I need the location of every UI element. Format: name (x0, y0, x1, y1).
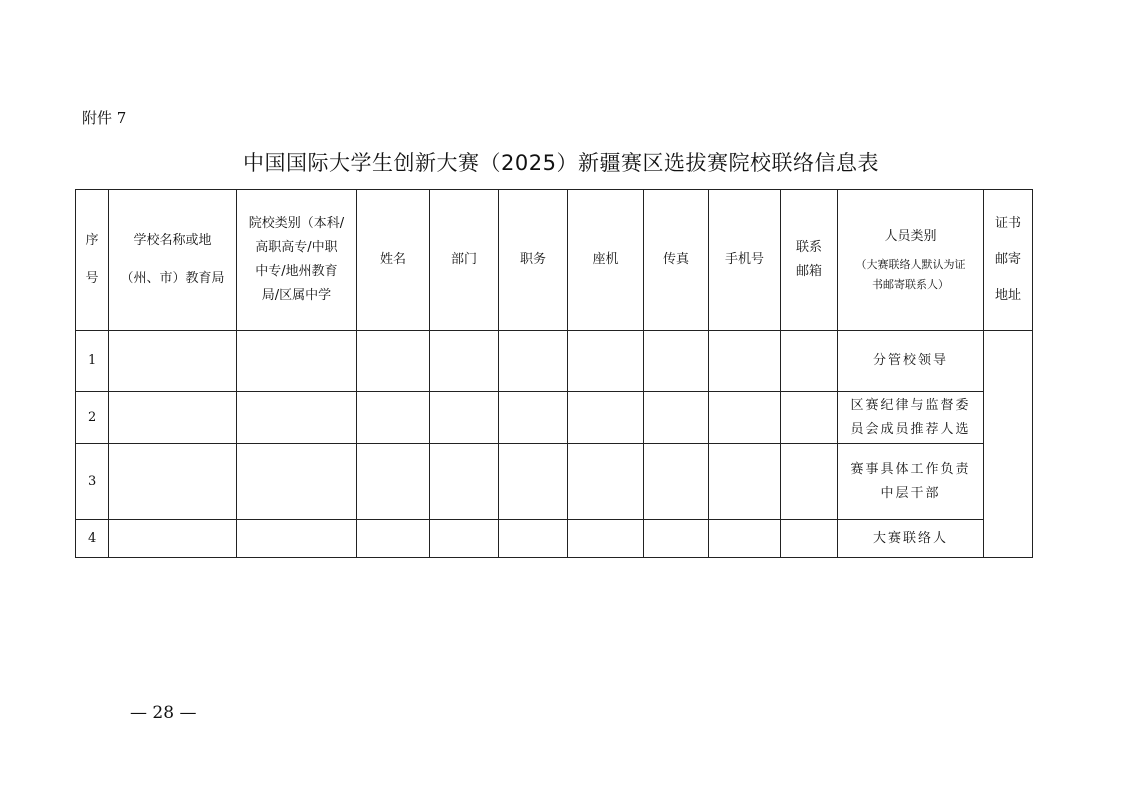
header-address-line1: 证书 (994, 216, 1021, 231)
cell-fax[interactable] (644, 520, 709, 558)
header-mobile: 手机号 (709, 190, 781, 331)
cell-mobile[interactable] (709, 444, 781, 520)
header-type-line3: 中专/地州教育 (255, 264, 338, 279)
cell-department[interactable] (430, 520, 499, 558)
cell-school-type[interactable] (237, 444, 357, 520)
header-department: 部门 (430, 190, 499, 331)
cell-email[interactable] (781, 392, 838, 444)
cell-email[interactable] (781, 444, 838, 520)
cell-school-type[interactable] (237, 331, 357, 392)
cell-name[interactable] (357, 392, 430, 444)
table-row (76, 520, 1033, 558)
cell-email[interactable] (781, 520, 838, 558)
header-landline: 座机 (568, 190, 644, 331)
row-index: 2 (76, 392, 109, 444)
staff-category-line1: 赛事具体工作负责 (850, 461, 971, 477)
header-school-line1: 学校名称或地 (133, 233, 212, 248)
cell-staff-category (838, 331, 984, 392)
header-address-line2: 邮寄 (994, 252, 1021, 267)
staff-category-line2: 中层干部 (880, 485, 941, 501)
header-mail-address (984, 190, 1033, 331)
cell-staff-category (838, 392, 984, 444)
cell-department[interactable] (430, 444, 499, 520)
cell-school[interactable] (109, 520, 237, 558)
header-school-type (237, 190, 357, 331)
cell-position[interactable] (499, 331, 568, 392)
page-number: — 28 — (130, 703, 197, 723)
contact-info-table (75, 189, 1033, 558)
cell-school[interactable] (109, 392, 237, 444)
cell-landline[interactable] (568, 520, 644, 558)
cell-position[interactable] (499, 520, 568, 558)
cell-mobile[interactable] (709, 331, 781, 392)
header-type-line4: 局/区属中学 (261, 288, 332, 303)
table-header-row (76, 190, 1033, 331)
cell-position[interactable] (499, 444, 568, 520)
cell-name[interactable] (357, 520, 430, 558)
cell-staff-category (838, 520, 984, 558)
cell-name[interactable] (357, 444, 430, 520)
cell-department[interactable] (430, 331, 499, 392)
cell-school-type[interactable] (237, 392, 357, 444)
table-row (76, 331, 1033, 392)
cell-fax[interactable] (644, 392, 709, 444)
table-row (76, 444, 1033, 520)
header-staff-type (838, 190, 984, 331)
cell-position[interactable] (499, 392, 568, 444)
header-name: 姓名 (357, 190, 430, 331)
header-position: 职务 (499, 190, 568, 331)
header-seq-line2: 号 (85, 271, 99, 286)
header-staff-type-note-line1: （大赛联络人默认为证 (855, 258, 966, 271)
table-row (76, 392, 1033, 444)
header-staff-type-label: 人员类别 (884, 229, 937, 244)
cell-department[interactable] (430, 392, 499, 444)
cell-staff-category (838, 444, 984, 520)
page-title: 中国国际大学生创新大赛（2025）新疆赛区选拔赛院校联络信息表 (243, 151, 879, 175)
header-fax: 传真 (644, 190, 709, 331)
header-email-line2: 邮箱 (795, 264, 822, 279)
header-type-line2: 高职高专/中职 (255, 240, 338, 255)
header-school (109, 190, 237, 331)
cell-school[interactable] (109, 444, 237, 520)
header-seq-line1: 序 (85, 233, 99, 248)
header-email (781, 190, 838, 331)
header-address-line3: 地址 (994, 288, 1021, 303)
header-staff-type-note-line2: 书邮寄联系人） (872, 278, 949, 291)
staff-category-line1: 区赛纪律与监督委 (850, 397, 971, 413)
header-type-line1: 院校类别（本科/ (248, 216, 345, 231)
cell-mobile[interactable] (709, 392, 781, 444)
row-index: 1 (76, 331, 109, 392)
cell-fax[interactable] (644, 331, 709, 392)
cell-mail-address[interactable] (984, 331, 1033, 558)
row-index: 4 (76, 520, 109, 558)
staff-category-line2: 员会成员推荐人选 (850, 421, 971, 437)
cell-school-type[interactable] (237, 520, 357, 558)
staff-category-line1: 大赛联络人 (872, 530, 948, 546)
header-school-line2: （州、市）教育局 (120, 271, 225, 286)
cell-name[interactable] (357, 331, 430, 392)
cell-landline[interactable] (568, 331, 644, 392)
cell-mobile[interactable] (709, 520, 781, 558)
staff-category-line1: 分管校领导 (872, 353, 948, 368)
header-email-line1: 联系 (795, 240, 822, 255)
cell-email[interactable] (781, 331, 838, 392)
attachment-label: 附件 7 (82, 109, 127, 127)
cell-landline[interactable] (568, 444, 644, 520)
cell-school[interactable] (109, 331, 237, 392)
row-index: 3 (76, 444, 109, 520)
header-seq (76, 190, 109, 331)
cell-fax[interactable] (644, 444, 709, 520)
cell-landline[interactable] (568, 392, 644, 444)
